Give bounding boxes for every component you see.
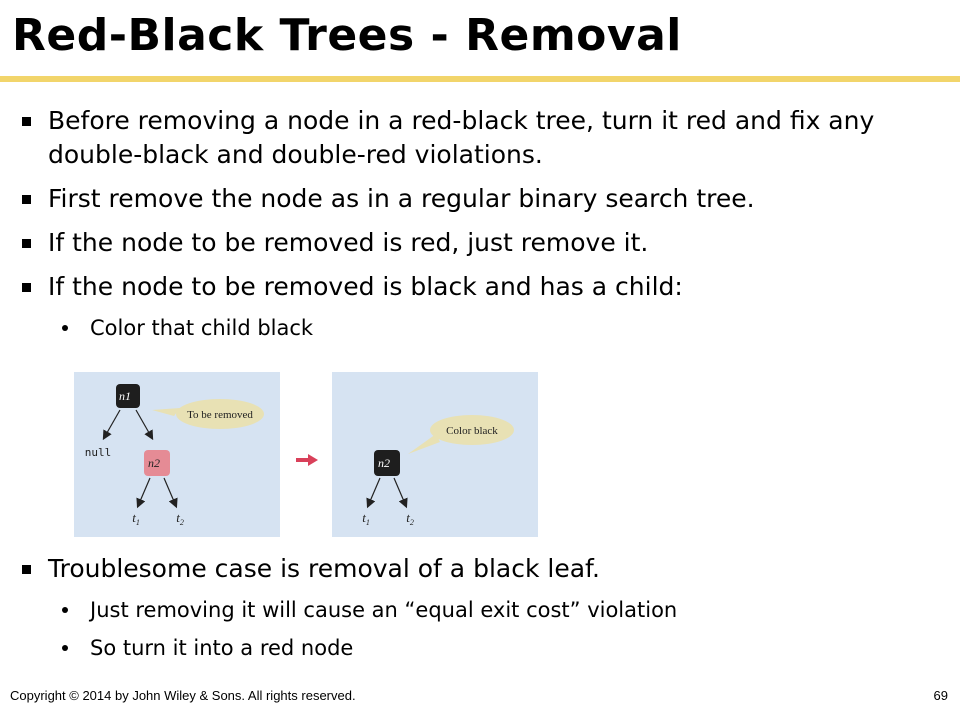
bullet-item: First remove the node as in a regular binary search tree. <box>20 182 940 216</box>
edge <box>164 478 176 506</box>
null-label: null <box>84 446 112 459</box>
copyright-footer: Copyright © 2014 by John Wiley & Sons. All rights reserved. <box>10 688 356 703</box>
edge <box>138 478 150 506</box>
diagram-before-panel <box>74 372 280 537</box>
edge <box>394 478 406 506</box>
subtree-t2: $t_2$ <box>176 510 184 527</box>
title-underline <box>0 76 960 82</box>
node-n2-label: n2 <box>148 456 160 470</box>
callout-text: To be removed <box>187 409 253 421</box>
transition-arrow-icon <box>294 452 320 468</box>
diagram-after-panel <box>332 372 538 537</box>
node-n1-label: n1 <box>119 389 131 403</box>
edge <box>368 478 380 506</box>
bullet-item: If the node to be removed is black and has a child: <box>20 270 940 304</box>
bullet-list-lower <box>20 552 940 672</box>
edge <box>104 410 120 438</box>
node-n2-label: n2 <box>378 456 390 470</box>
sub-bullet-item: Color that child black <box>20 314 940 342</box>
sub-bullet-item: So turn it into a red node <box>20 634 940 662</box>
edge <box>136 410 152 438</box>
sub-bullet-item: Just removing it will cause an “equal exit cost” violation <box>20 596 940 624</box>
diagram-before <box>74 372 280 537</box>
page-number: 69 <box>933 688 948 703</box>
slide-title: Red-Black Trees - Removal <box>12 10 682 61</box>
bullet-item: Before removing a node in a red-black tree, turn it red and fix any double-black and double-red violations. <box>20 104 940 172</box>
bullet-list <box>20 104 940 352</box>
subtree-t1: $t_1$ <box>362 510 370 527</box>
bullet-item: If the node to be removed is red, just remove it. <box>20 226 940 260</box>
bullet-item: Troublesome case is removal of a black leaf. <box>20 552 940 586</box>
diagram-after <box>332 372 538 537</box>
callout-text: Color black <box>446 425 498 437</box>
callout-tail <box>152 408 180 416</box>
subtree-t2: $t_2$ <box>406 510 414 527</box>
subtree-t1: $t_1$ <box>132 510 140 527</box>
